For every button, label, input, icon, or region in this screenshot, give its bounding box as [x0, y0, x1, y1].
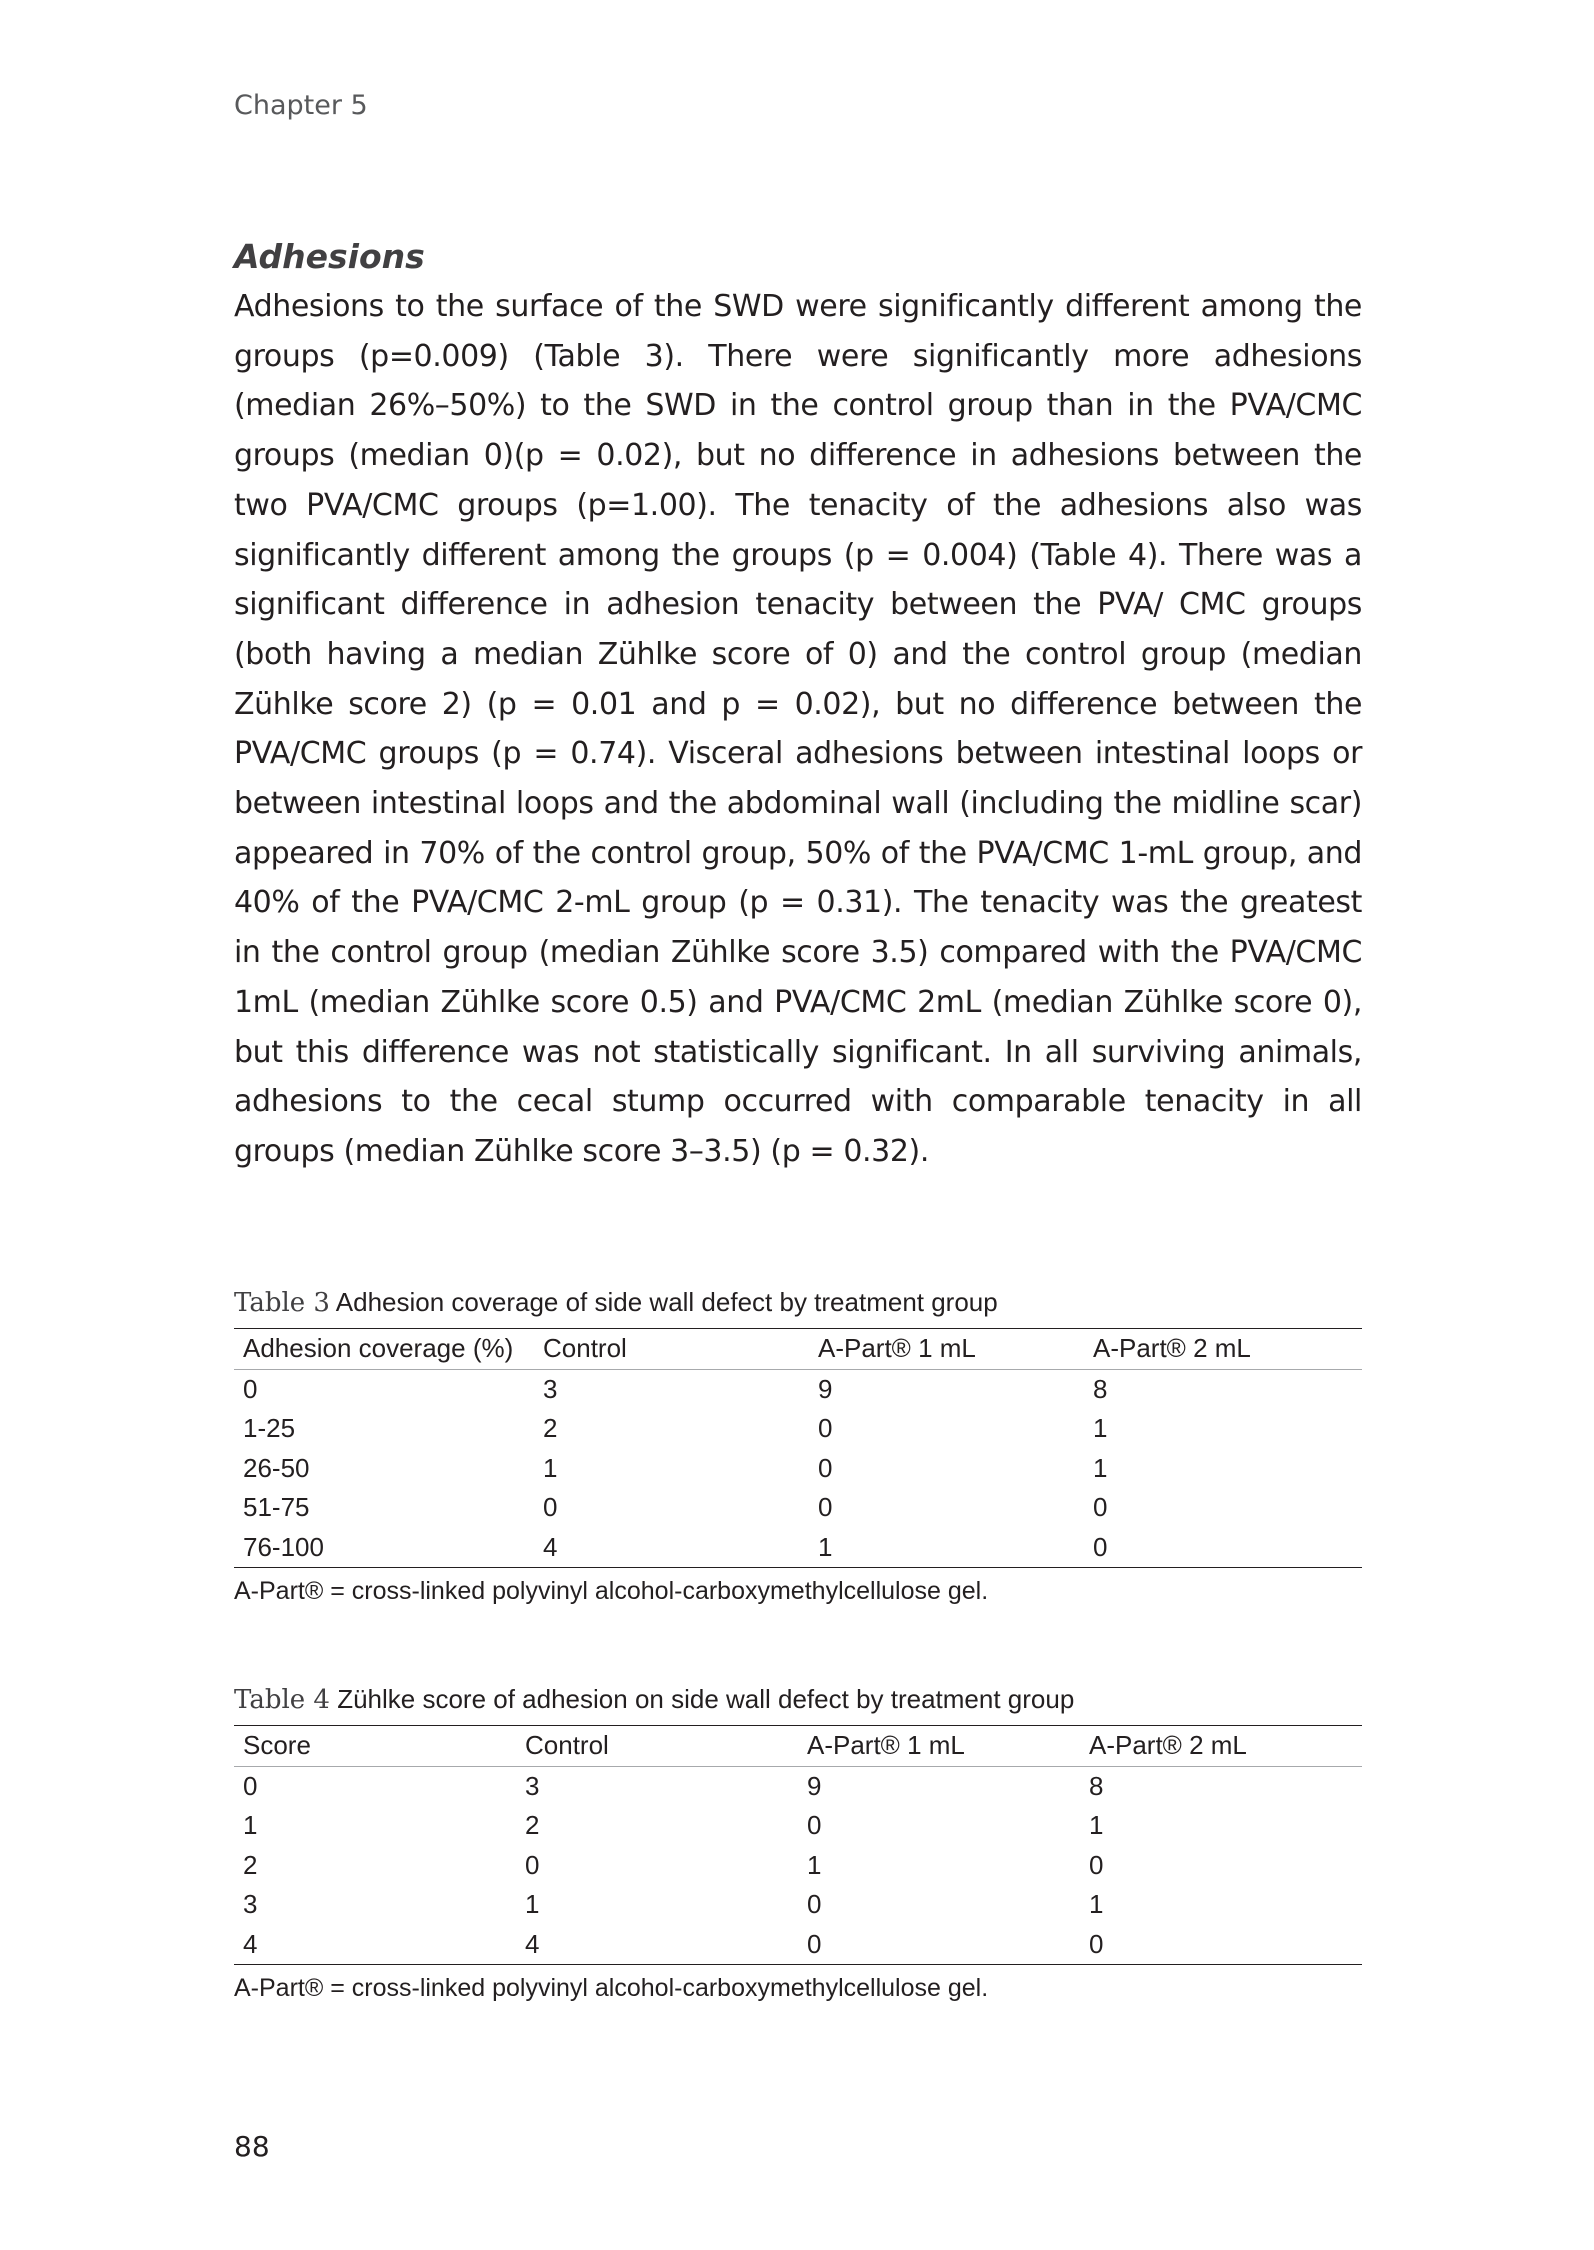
table-cell: 0	[243, 1373, 258, 1404]
main-content	[234, 232, 1362, 1177]
table-4-footnote: A-Part® = cross-linked polyvinyl alcohol-carboxymethylcellulose gel.	[234, 1974, 989, 2002]
column-header: Adhesion coverage (%)	[243, 1333, 514, 1363]
table-cell: 1	[818, 1531, 833, 1562]
table-row	[234, 1528, 1362, 1568]
table-cell: 0	[818, 1492, 833, 1522]
table-3-block	[234, 1283, 1362, 1610]
running-head: Chapter 5	[234, 90, 368, 121]
column-header: A-Part® 2 mL	[1089, 1730, 1247, 1760]
table-row	[234, 1806, 1362, 1846]
table-cell: 0	[543, 1492, 558, 1522]
table-cell: 0	[1089, 1849, 1104, 1880]
section-heading: Adhesions	[234, 237, 425, 276]
table-cell: 1	[1089, 1889, 1104, 1919]
table-cell: 9	[807, 1770, 822, 1801]
table-cell: 0	[1093, 1531, 1108, 1562]
table-row	[234, 1488, 1362, 1528]
table-row	[234, 1846, 1362, 1886]
table-cell: 4	[543, 1531, 558, 1562]
table-cell: 2	[243, 1849, 258, 1880]
table-row	[234, 1449, 1362, 1489]
table-cell: 0	[1093, 1492, 1108, 1522]
column-header: A-Part® 1 mL	[807, 1730, 965, 1760]
table-cell: 0	[818, 1452, 833, 1483]
table-row	[234, 1925, 1362, 1965]
table-3-caption	[234, 1283, 1362, 1322]
table-cell: 8	[1093, 1373, 1108, 1404]
table-cell: 0	[807, 1810, 822, 1840]
table-cell: 76-100	[243, 1531, 324, 1562]
body-paragraph: Adhesions to the surface of the SWD were significantly different among the groups (p=0.009) (Table 3). There were significantly more adhesions (median 26%–50%) to the SWD in the control group than in the PVA/CMC groups (median 0)(p = 0.02), but no difference in adhesions between the two PVA/CMC groups (p=1.00). The tenacity of the adhesions also was significantly different among the groups (p = 0.004) (Table 4). There was a significant difference in adhesion tenacity between the PVA/ CMC groups (both having a median Zühlke score of 0) and the control group (median Zühlke score 2) (p = 0.01 and p = 0.02), but no difference between the PVA/CMC groups (p = 0.74). Visceral adhesions between intestinal loops or between intestinal loops and the abdominal wall (including the midline scar) appeared in 70% of the control group, 50% of the PVA/CMC 1-mL group, and 40% of the PVA/CMC 2-mL group (p = 0.31). The tenacity was the greatest in the control group (median Zühlke score 3.5) compared with the PVA/CMC 1mL (median Zühlke score 0.5) and PVA/CMC 2mL (median Zühlke score 0), but this difference was not statistically significant. In all surviving animals, adhesions to the cecal stump occurred with comparable tenacity in all groups (median Zühlke score 3–3.5) (p = 0.32).	[234, 289, 1362, 1169]
table-header-row	[234, 1726, 1362, 1767]
table-cell: 1	[543, 1452, 558, 1483]
table-cell: 1-25	[243, 1413, 296, 1443]
table-cell: 3	[243, 1889, 258, 1919]
table-3-caption-text: Adhesion coverage of side wall defect by treatment group	[329, 1287, 998, 1317]
table-cell: 2	[543, 1413, 558, 1443]
column-header: Score	[243, 1730, 311, 1760]
table-4-caption-label: Table 4	[234, 1685, 330, 1715]
table-4-block	[234, 1680, 1362, 2007]
table-cell: 0	[243, 1770, 258, 1801]
table-3-footnote: A-Part® = cross-linked polyvinyl alcohol-carboxymethylcellulose gel.	[234, 1577, 989, 1605]
table-row	[234, 1409, 1362, 1449]
column-header: A-Part® 2 mL	[1093, 1333, 1251, 1363]
table-cell: 1	[807, 1849, 822, 1880]
column-header: Control	[525, 1730, 609, 1760]
table-cell: 0	[525, 1849, 540, 1880]
table-cell: 0	[807, 1928, 822, 1959]
table-cell: 4	[243, 1928, 258, 1959]
table-row	[234, 1885, 1362, 1925]
table-3	[234, 1328, 1362, 1568]
table-4	[234, 1725, 1362, 1965]
table-cell: 51-75	[243, 1492, 310, 1522]
table-4-caption-text: Zühlke score of adhesion on side wall defect by treatment group	[329, 1684, 1075, 1714]
table-3-caption-label: Table 3	[234, 1288, 330, 1318]
table-cell: 2	[525, 1810, 540, 1840]
table-cell: 4	[525, 1928, 540, 1959]
table-row	[234, 1766, 1362, 1806]
table-header-row	[234, 1329, 1362, 1370]
table-cell: 0	[1089, 1928, 1104, 1959]
table-cell: 3	[525, 1770, 540, 1801]
table-cell: 3	[543, 1373, 558, 1404]
column-header: A-Part® 1 mL	[818, 1333, 976, 1363]
table-cell: 1	[1089, 1810, 1104, 1840]
page-number: 88	[234, 2130, 270, 2163]
table-cell: 1	[1093, 1413, 1108, 1443]
table-row	[234, 1369, 1362, 1409]
table-cell: 0	[818, 1413, 833, 1443]
table-cell: 8	[1089, 1770, 1104, 1801]
table-cell: 26-50	[243, 1452, 310, 1483]
table-cell: 1	[1093, 1452, 1108, 1483]
table-cell: 0	[807, 1889, 822, 1919]
table-cell: 1	[525, 1889, 540, 1919]
column-header: Control	[543, 1333, 627, 1363]
table-cell: 9	[818, 1373, 833, 1404]
table-4-caption	[234, 1680, 1362, 1719]
table-cell: 1	[243, 1810, 258, 1840]
